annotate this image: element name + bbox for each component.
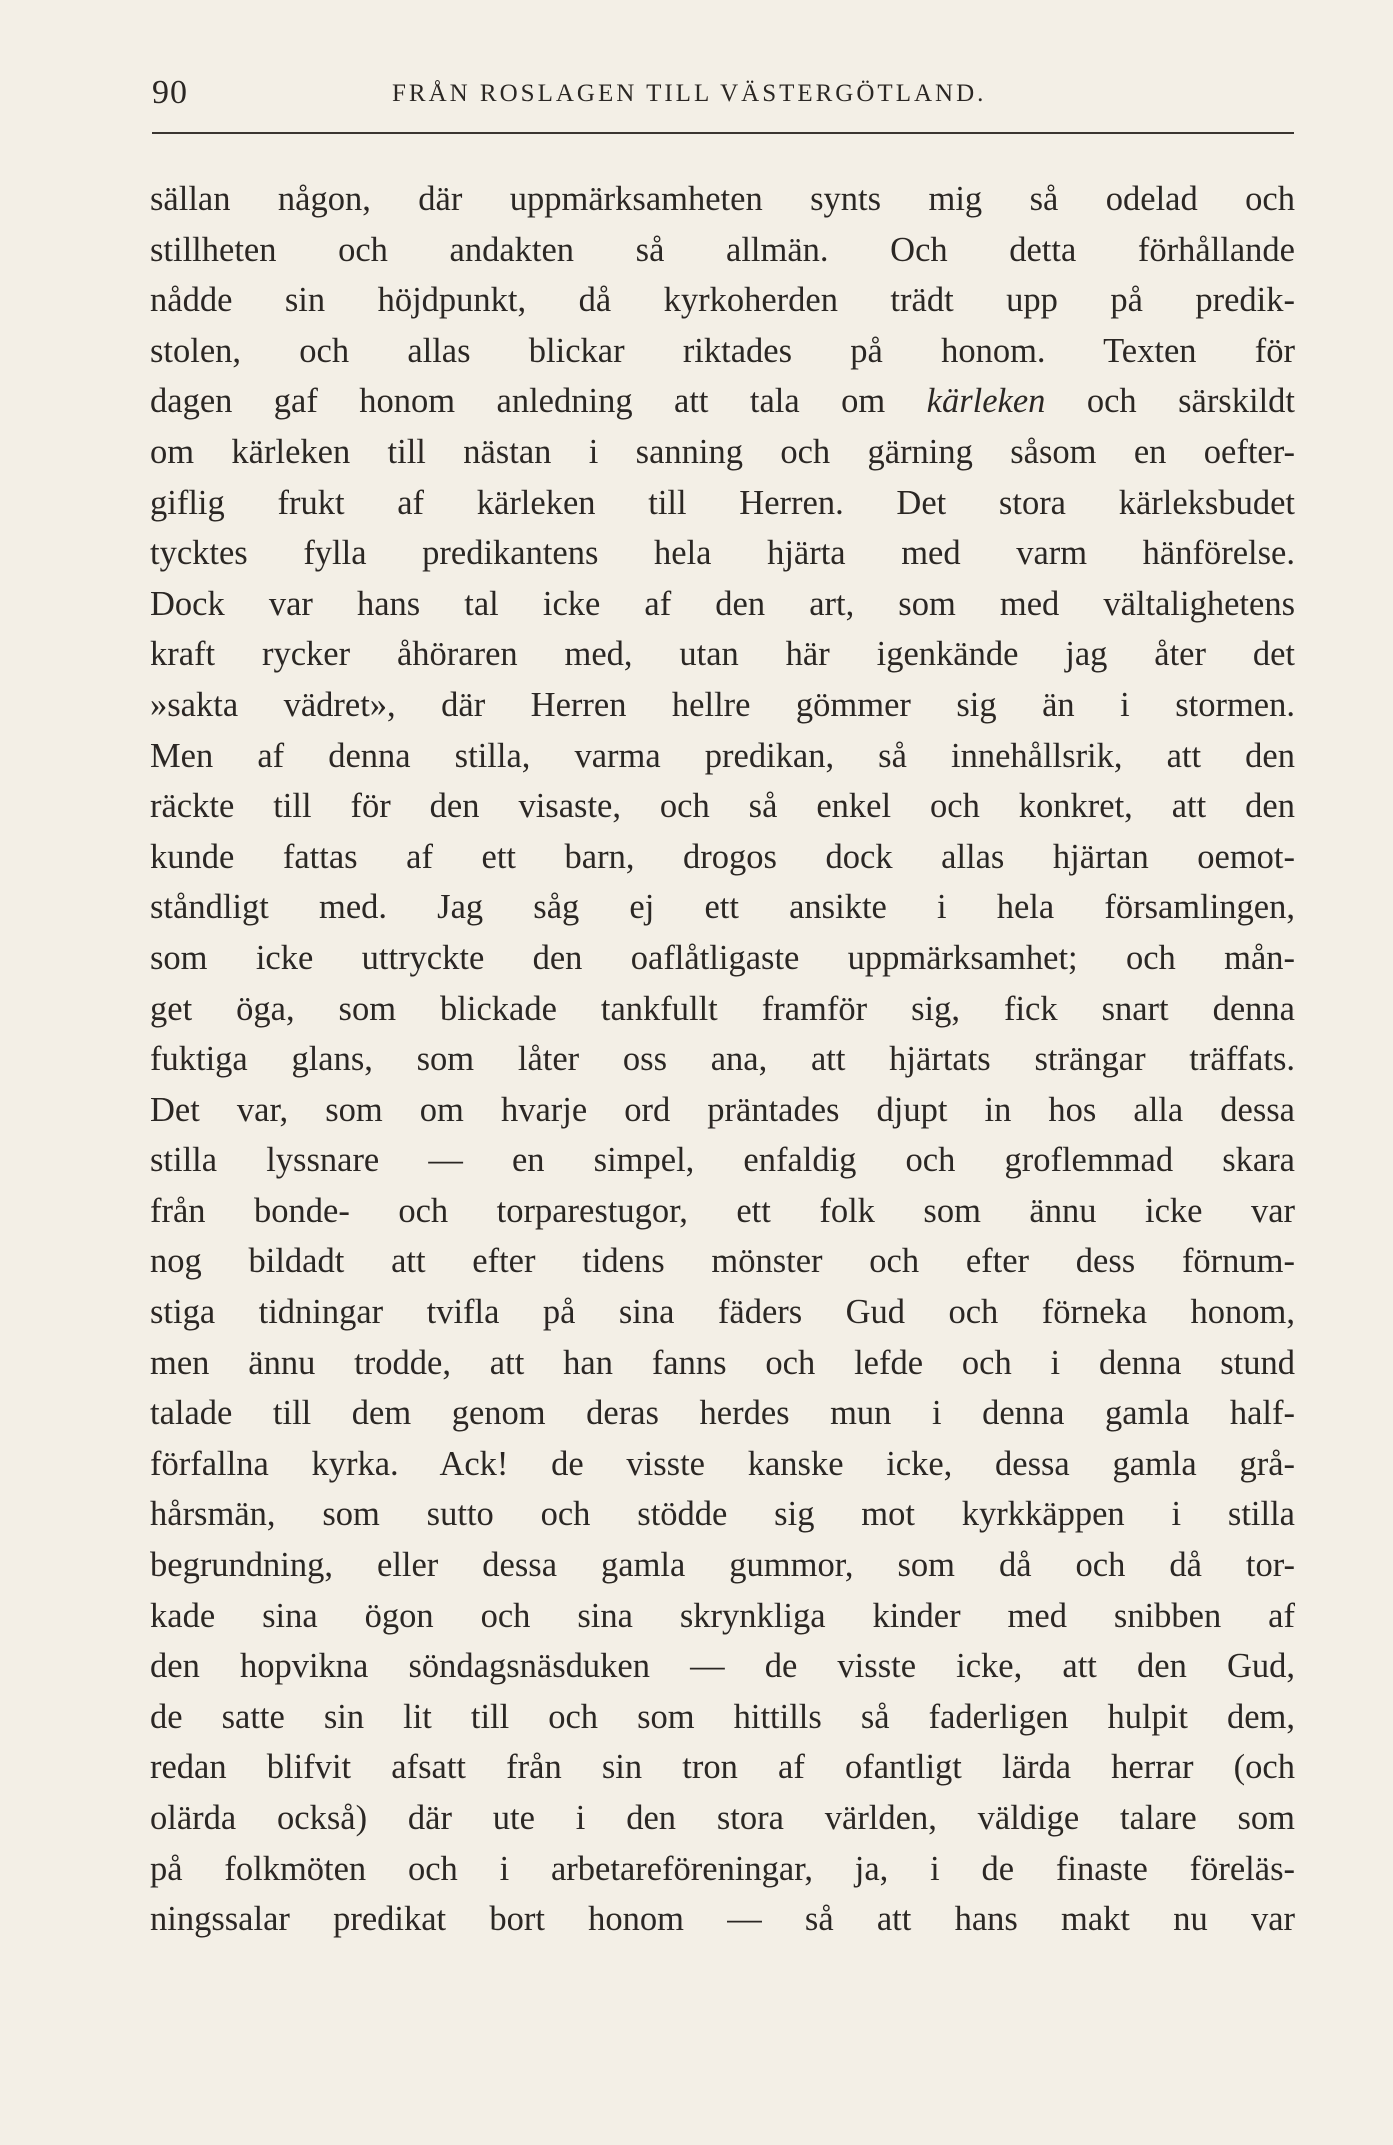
page-number: 90 [152,74,188,111]
text-line: hårsmän, som sutto och stödde sig mot kyrkkäppen i stilla [150,1495,1295,1534]
text-line: som icke uttryckte den oaflåtligaste uppmärksamhet; och mån- [150,938,1295,977]
emphasized-word: kärleken [926,382,1046,421]
text-line: get öga, som blickade tankfullt framför sig, fick snart denna [150,989,1295,1028]
text-line: nog bildadt att efter tidens mönster och efter dess förnum- [150,1242,1295,1281]
running-title: FRÅN ROSLAGEN TILL VÄSTERGÖTLAND. [392,80,987,107]
text-line: räckte till för den visaste, och så enkel och konkret, att den [150,787,1295,826]
text-line: stiga tidningar tvifla på sina fäders Gud och förneka honom, [150,1293,1295,1332]
text-line: »sakta vädret», där Herren hellre gömmer sig än i stormen. [150,685,1295,724]
text-line: men ännu trodde, att han fanns och lefde och i denna stund [150,1343,1295,1382]
text-line: ståndligt med. Jag såg ej ett ansikte i hela församlingen, [150,888,1295,927]
text-line: om kärleken till nästan i sanning och gärning såsom en oefter- [150,432,1295,471]
text-line: redan blifvit afsatt från sin tron af ofantligt lärda herrar (och [150,1748,1295,1787]
text-line-start: dagen gaf honom anledning att tala om [150,382,886,421]
text-line: ningssalar predikat bort honom — så att hans makt nu var [150,1900,1295,1939]
text-line: kunde fattas af ett barn, drogos dock allas hjärtan oemot- [150,837,1295,876]
text-line: fuktiga glans, som låter oss ana, att hjärtats strängar träffats. [150,1040,1295,1079]
text-line: från bonde- och torparestugor, ett folk som ännu icke var [150,1191,1295,1230]
page-header [152,70,1294,114]
text-line: kade sina ögon och sina skrynkliga kinder med snibben af [150,1596,1295,1635]
text-line: den hopvikna söndagsnäsduken — de visste icke, att den Gud, [150,1647,1295,1686]
body-text [150,174,1295,1945]
text-line: stilla lyssnare — en simpel, enfaldig och groflemmad skara [150,1141,1295,1180]
text-line-with-emphasis [150,376,1295,427]
text-line: tycktes fylla predikantens hela hjärta med varm hänförelse. [150,534,1295,573]
text-line: nådde sin höjdpunkt, då kyrkoherden trädt upp på predik- [150,281,1295,320]
text-line: Det var, som om hvarje ord präntades djupt in hos alla dessa [150,1090,1295,1129]
text-line: stolen, och allas blickar riktades på honom. Texten för [150,331,1295,370]
text-line: kraft rycker åhöraren med, utan här igenkände jag åter det [150,635,1295,674]
text-line: stillheten och andakten så allmän. Och detta förhållande [150,230,1295,269]
text-line: förfallna kyrka. Ack! de visste kanske icke, dessa gamla grå- [150,1444,1295,1483]
text-line: de satte sin lit till och som hittills så faderligen hulpit dem, [150,1697,1295,1736]
text-line: olärda också) där ute i den stora världen, väldige talare som [150,1799,1295,1837]
text-line: på folkmöten och i arbetareföreningar, ja, i de finaste föreläs- [150,1849,1295,1888]
text-line: Men af denna stilla, varma predikan, så innehållsrik, att den [150,736,1295,775]
text-line: talade till dem genom deras herdes mun i denna gamla half- [150,1394,1295,1433]
header-rule [152,132,1294,134]
text-line: begrundning, eller dessa gamla gummor, som då och då tor- [150,1546,1295,1585]
text-line: sällan någon, där uppmärksamheten synts mig så odelad och [150,180,1295,218]
text-line: Dock var hans tal icke af den art, som med vältalighetens [150,584,1295,623]
text-line: giflig frukt af kärleken till Herren. Det stora kärleksbudet [150,483,1295,522]
text-line-end: och särskildt [1045,382,1295,421]
